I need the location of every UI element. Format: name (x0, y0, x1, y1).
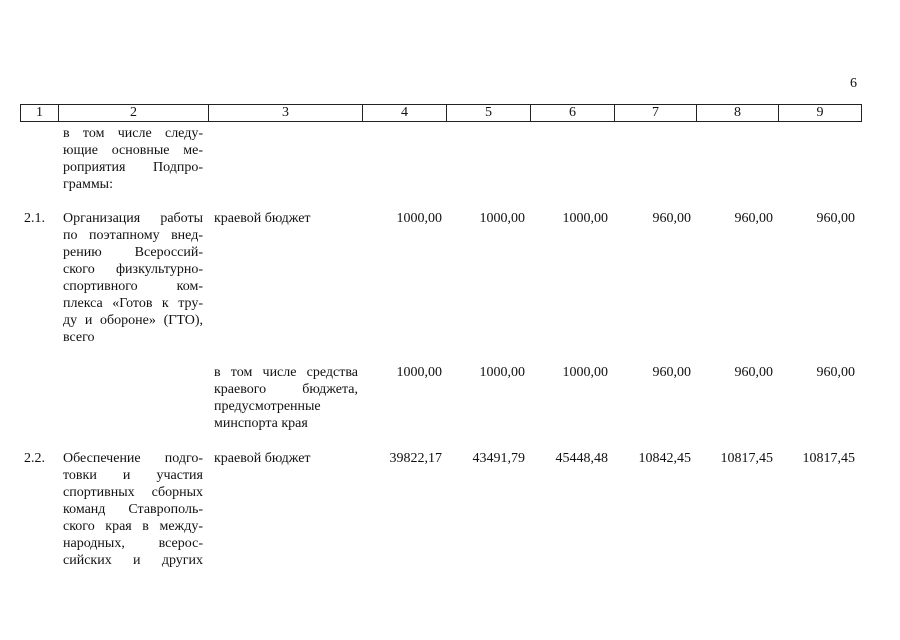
header-col-4: 4 (363, 105, 447, 122)
value-col-5: 1000,00 (479, 365, 525, 380)
value-col-7: 10842,45 (638, 451, 691, 466)
value-col-8: 960,00 (734, 211, 773, 226)
header-col-6: 6 (531, 105, 615, 122)
row-funding-source: в том числе средства краевого бюджета, предусмотренные минспорта края (214, 365, 358, 431)
header-col-8: 8 (697, 105, 779, 122)
value-col-8: 10817,45 (720, 451, 773, 466)
intro-text: в том числе следу- ющие основные ме- роприятия Подпро- граммы: (63, 126, 203, 192)
value-col-8: 960,00 (734, 365, 773, 380)
header-col-9: 9 (779, 105, 862, 122)
header-col-5: 5 (447, 105, 531, 122)
value-col-6: 1000,00 (562, 365, 608, 380)
value-col-4: 1000,00 (396, 365, 442, 380)
column-number-header (20, 104, 862, 122)
value-col-9: 960,00 (816, 365, 855, 380)
value-col-5: 43491,79 (472, 451, 525, 466)
value-col-9: 960,00 (816, 211, 855, 226)
value-col-4: 39822,17 (389, 451, 442, 466)
value-col-5: 1000,00 (479, 211, 525, 226)
value-col-7: 960,00 (652, 365, 691, 380)
page-number: 6 (850, 76, 857, 91)
row-name: Организация работы по поэтапному внед- рению Всероссий- ского физкультурно- спортивного ком- плекса «Готов к тру- ду и обороне» (ГТО), всего (63, 211, 203, 345)
row-funding-source: краевой бюджет (214, 451, 311, 466)
header-col-3: 3 (209, 105, 363, 122)
row-name: Обеспечение подго- товки и участия спортивных сборных команд Ставрополь- ского края в между- народных, всерос- сийских и других (63, 451, 203, 568)
value-col-7: 960,00 (652, 211, 691, 226)
value-col-9: 10817,45 (802, 451, 855, 466)
row-id: 2.2. (24, 451, 45, 466)
header-col-1: 1 (21, 105, 59, 122)
row-id: 2.1. (24, 211, 45, 226)
header-col-2: 2 (59, 105, 209, 122)
row-funding-source: краевой бюджет (214, 211, 311, 226)
header-col-7: 7 (615, 105, 697, 122)
value-col-6: 45448,48 (555, 451, 608, 466)
value-col-4: 1000,00 (396, 211, 442, 226)
value-col-6: 1000,00 (562, 211, 608, 226)
